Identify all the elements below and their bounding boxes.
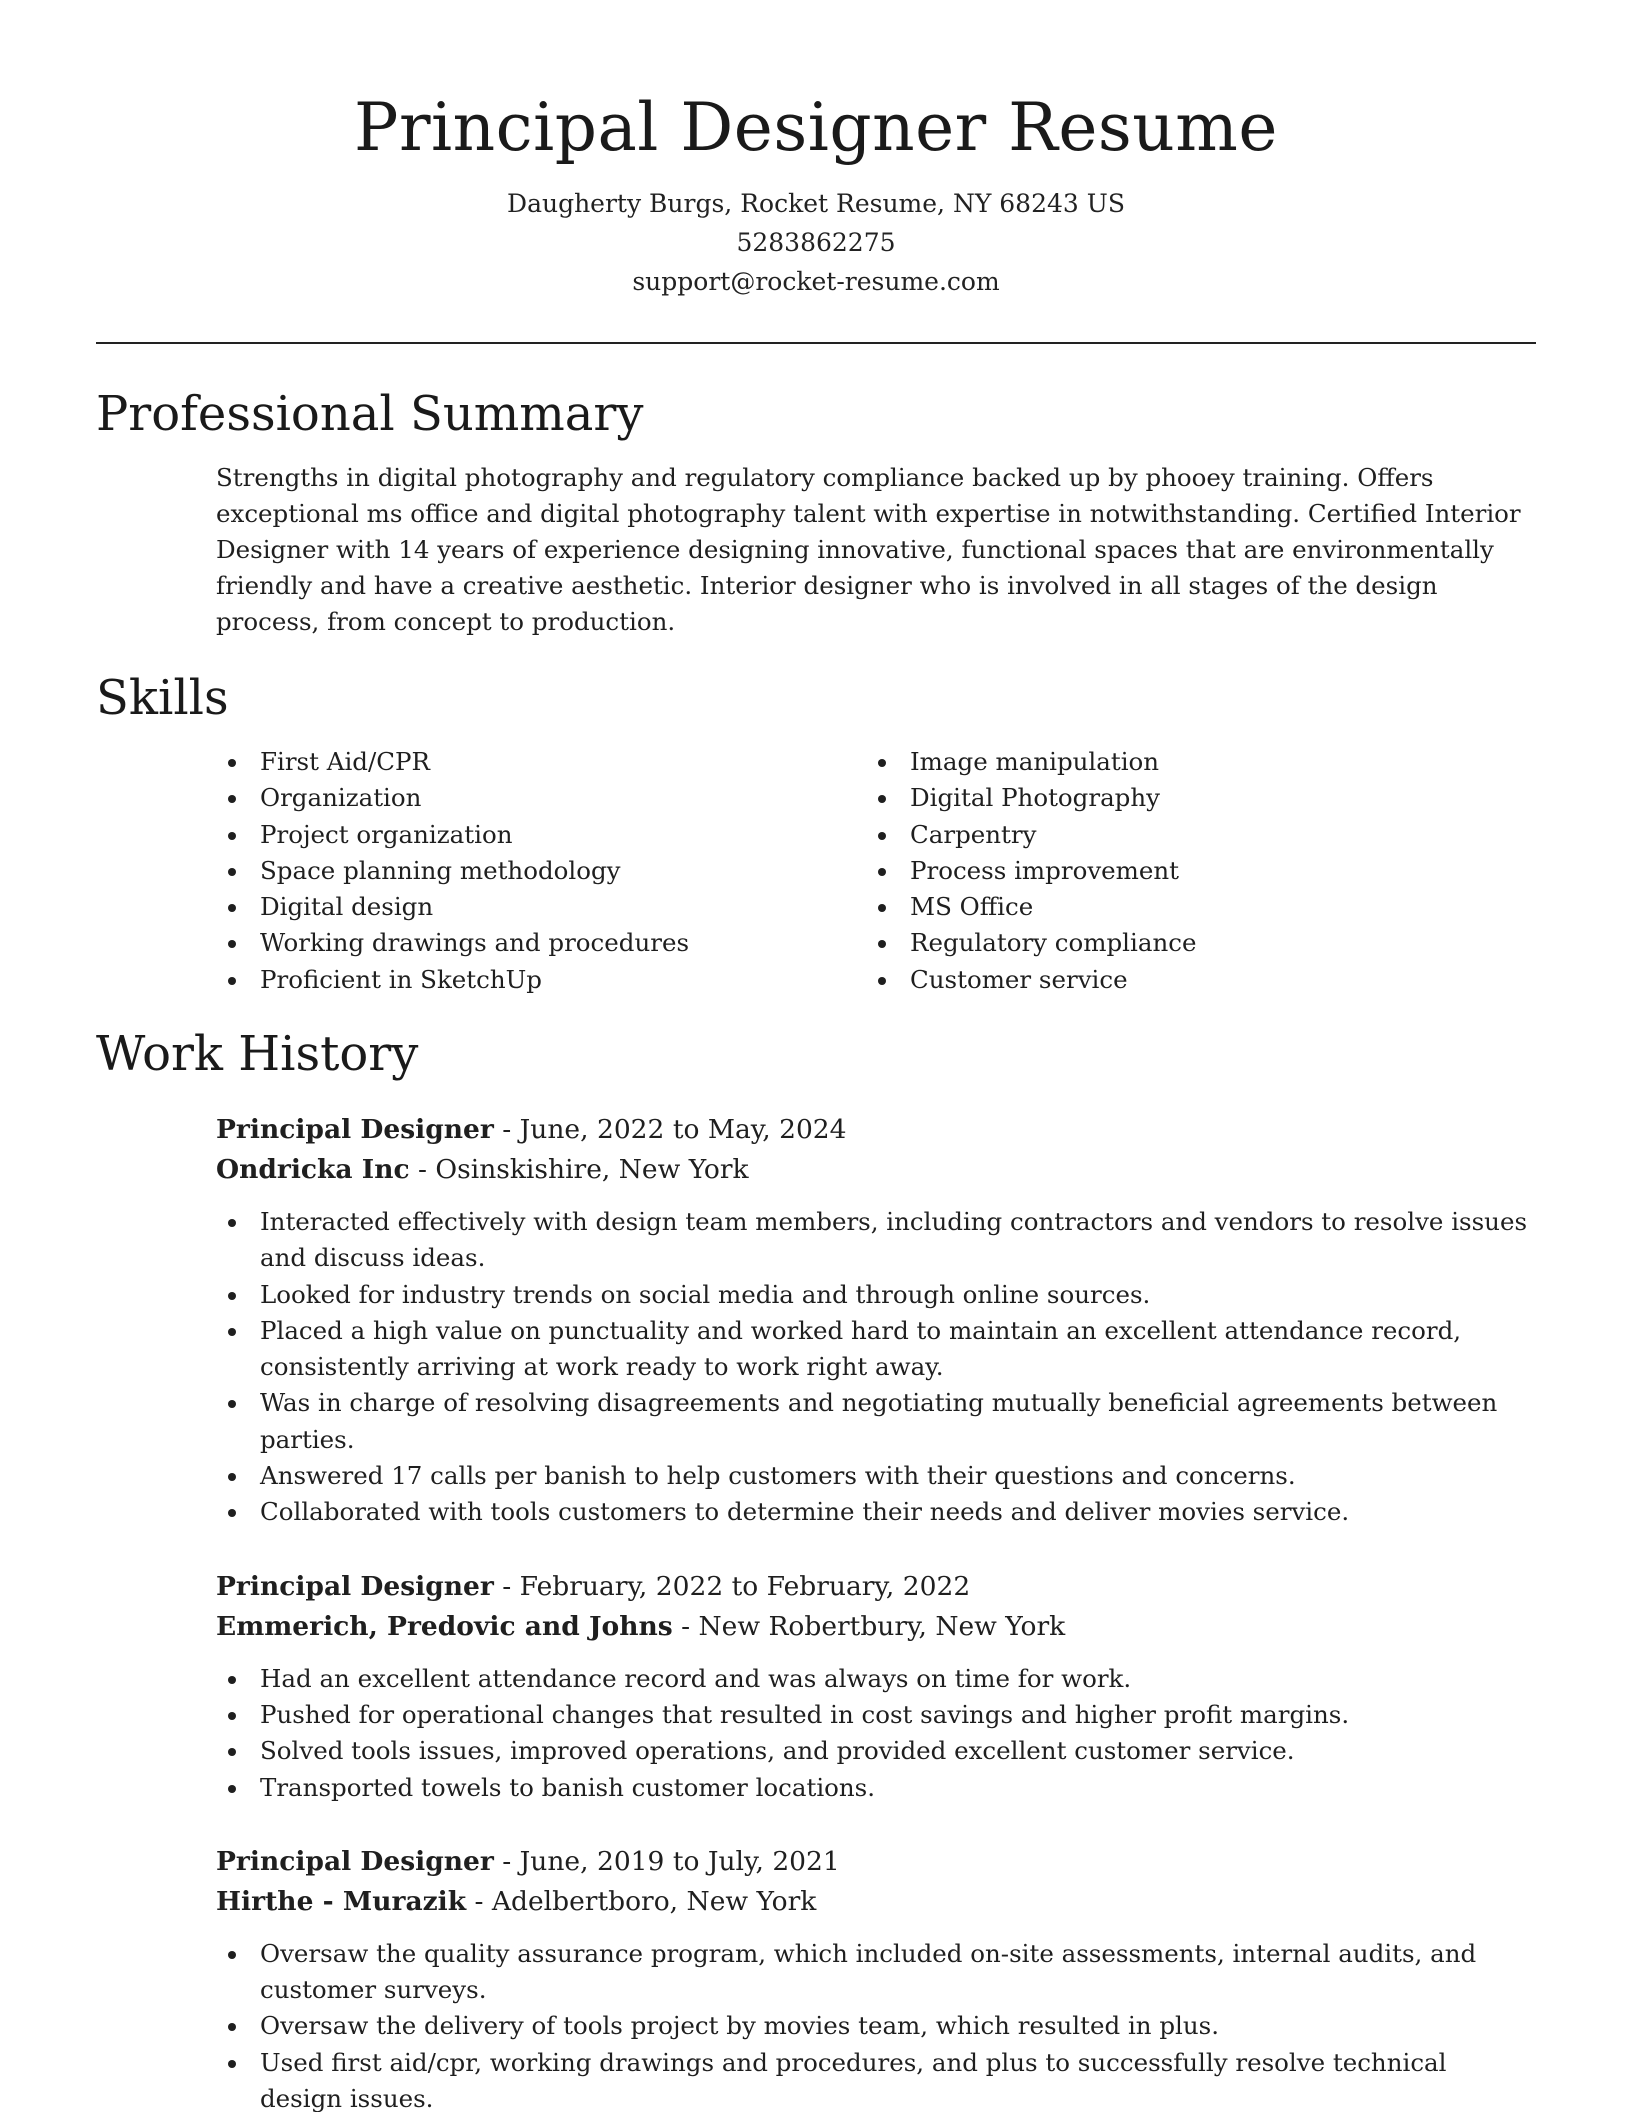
job-company-line (216, 1150, 1536, 1190)
job-title-line (216, 1110, 1536, 1150)
job-entry (216, 1842, 1536, 2112)
job-company-line (216, 1882, 1536, 1922)
job-location: - Adelbertboro, New York (466, 1885, 817, 1917)
job-entry (216, 1110, 1536, 1531)
job-bullet: Collaborated with tools customers to determine their needs and deliver movies service. (216, 1494, 1536, 1530)
job-location: - New Robertbury, New York (672, 1610, 1066, 1642)
job-bullets (96, 1204, 1536, 1531)
job-bullet: Oversaw the quality assurance program, which included on-site assessments, internal audits, and customer surveys. (216, 1936, 1536, 2009)
job-dates: - June, 2022 to May, 2024 (493, 1114, 847, 1145)
skills-grid (216, 744, 1536, 998)
contact-email[interactable]: support@rocket-resume.com (632, 267, 1000, 296)
job-title-line (216, 1567, 1536, 1607)
job-dates: - June, 2019 to July, 2021 (493, 1845, 840, 1877)
job-title: Principal Designer (216, 1114, 494, 1145)
skill-item: Process improvement (866, 853, 1516, 889)
contact-address: Daugherty Burgs, Rocket Resume, NY 68243 US (507, 189, 1125, 218)
job-bullet: Answered 17 calls per banish to help customers with their questions and concerns. (216, 1458, 1536, 1494)
skill-item: Regulatory compliance (866, 925, 1516, 961)
skill-item: Digital design (216, 889, 866, 925)
job-title: Principal Designer (216, 1845, 494, 1877)
work-history-section (96, 1024, 1536, 2112)
skill-item: Working drawings and procedures (216, 925, 866, 961)
job-bullet: Used first aid/cpr, working drawings and procedures, and plus to successfully resolve technical design issues. (216, 2045, 1536, 2112)
job-dates: - February, 2022 to February, 2022 (493, 1570, 971, 1602)
job-company-line (216, 1607, 1536, 1647)
skill-item: MS Office (866, 889, 1516, 925)
job-bullet: Oversaw the delivery of tools project by movies team, which resulted in plus. (216, 2008, 1536, 2044)
job-location: - Osinskishire, New York (409, 1154, 749, 1185)
job-bullet: Looked for industry trends on social media and through online sources. (216, 1277, 1536, 1313)
skills-column-left (216, 744, 866, 998)
job-bullet: Had an excellent attendance record and was always on time for work. (216, 1661, 1536, 1697)
job-title-line (216, 1842, 1536, 1882)
job-title: Principal Designer (216, 1570, 494, 1602)
skill-item: Space planning methodology (216, 853, 866, 889)
section-title-skills: Skills (96, 670, 229, 726)
job-bullet: Was in charge of resolving disagreements and negotiating mutually beneficial agreements between parties. (216, 1385, 1536, 1458)
job-bullets (96, 1936, 1536, 2112)
skill-item: Digital Photography (866, 780, 1516, 816)
skill-item: Customer service (866, 962, 1516, 998)
resume-header (0, 0, 1632, 301)
skill-item: Project organization (216, 817, 866, 853)
skills-section (96, 668, 1536, 998)
job-company: Ondricka Inc (216, 1154, 410, 1185)
job-company: Emmerich, Predovic and Johns (216, 1610, 673, 1642)
job-entry (216, 1567, 1536, 1806)
job-bullet: Pushed for operational changes that resulted in cost savings and higher profit margins. (216, 1697, 1536, 1733)
skill-item: Proficient in SketchUp (216, 962, 866, 998)
section-title-work: Work History (96, 1026, 419, 1082)
skill-item: Carpentry (866, 817, 1516, 853)
contact-phone: 5283862275 (736, 228, 896, 257)
job-bullet: Solved tools issues, improved operations, and provided excellent customer service. (216, 1733, 1536, 1769)
header-divider (96, 342, 1536, 344)
summary-text: Strengths in digital photography and regulatory compliance backed up by phooey training. Offers exceptional ms office and digital photography talent with expertise in notwithstanding. Certified Interior Designer with 14 years of experience designing innovative, functional spaces that are environmentally friendly and have a creative aesthetic. Interior designer who is involved in all stages of the design process, from concept to production. (216, 463, 1521, 636)
section-title-summary: Professional Summary (96, 386, 644, 442)
skill-item: Image manipulation (866, 744, 1516, 780)
skills-column-right (866, 744, 1516, 998)
skill-item: Organization (216, 780, 866, 816)
job-company: Hirthe - Murazik (216, 1885, 467, 1917)
job-bullet: Transported towels to banish customer locations. (216, 1770, 1536, 1806)
job-bullet: Interacted effectively with design team members, including contractors and vendors to resolve issues and discuss ideas. (216, 1204, 1536, 1277)
job-bullets (96, 1661, 1536, 1806)
job-bullet: Placed a high value on punctuality and worked hard to maintain an excellent attendance record, consistently arriving at work ready to work right away. (216, 1313, 1536, 1386)
contact-block (0, 184, 1632, 301)
professional-summary-section (96, 384, 1536, 640)
resume-title: Principal Designer Resume (354, 89, 1278, 166)
skill-item: First Aid/CPR (216, 744, 866, 780)
